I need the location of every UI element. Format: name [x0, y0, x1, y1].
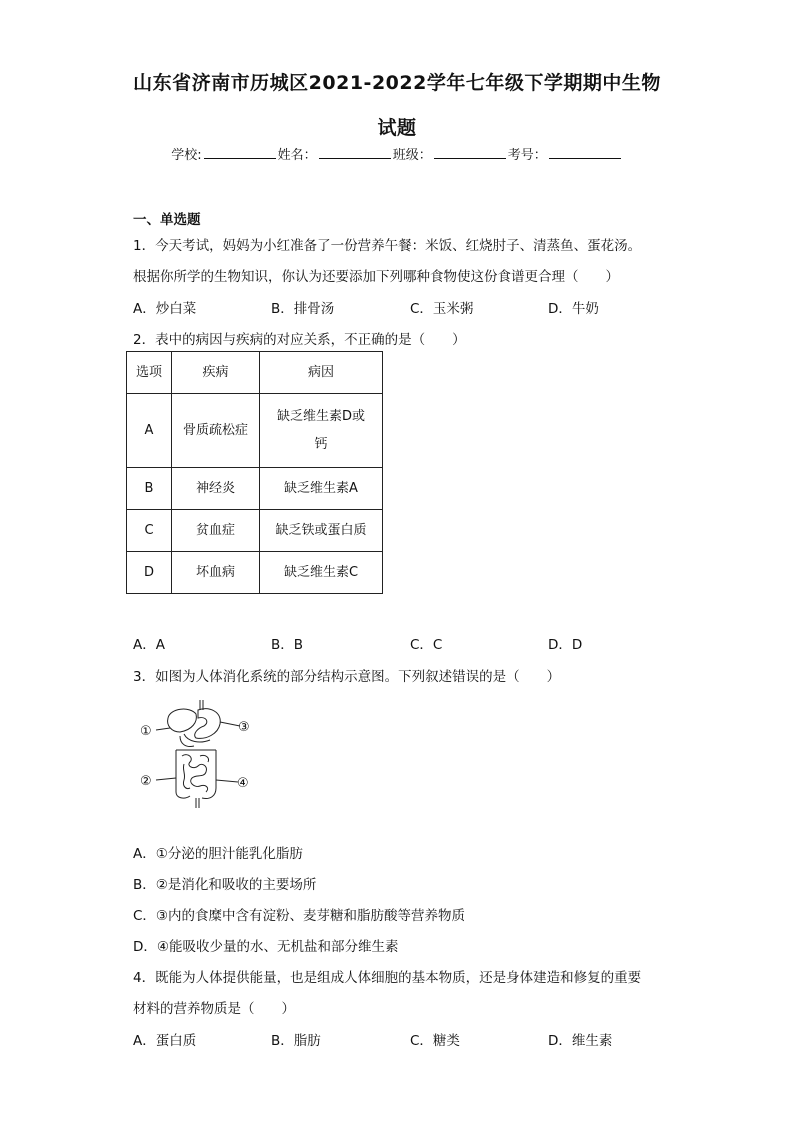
q3-option-d: D．④能吸收少量的水、无机盐和部分维生素 [133, 939, 399, 955]
esophagus-shape [200, 700, 203, 710]
table-header-cell: 选项 [127, 352, 172, 394]
q1-option-b: B．排骨汤 [271, 301, 335, 317]
large-intestine-shape [176, 750, 216, 799]
exam-title-line1: 山东省济南市历城区2021-2022学年七年级下学期期中生物 [133, 72, 661, 94]
label-2: ② [140, 774, 152, 789]
table-cell: 缺乏维生素C [260, 552, 383, 594]
q1-stem-line2: 根据你所学的生物知识，你认为还要添加下列哪种食物使这份食谱更合理（ ） [133, 269, 619, 285]
q1-option-a: A．炒白菜 [133, 301, 197, 317]
disease-cause-table [126, 351, 383, 594]
label-4: ④ [237, 776, 249, 791]
table-cell: D [127, 552, 172, 594]
q2-option-a: A．A [133, 637, 165, 653]
table-row [127, 394, 383, 468]
small-intestine-shape [182, 755, 208, 792]
table-cell: 缺乏铁或蛋白质 [260, 510, 383, 552]
table-cell: 骨质疏松症 [172, 394, 260, 468]
q2-option-d: D．D [548, 637, 583, 653]
q4-option-c: C．糖类 [410, 1033, 460, 1049]
q4-option-b: B．脂肪 [271, 1033, 321, 1049]
table-cell-line: 缺乏维生素D或 [276, 408, 365, 424]
school-label: 学校: [171, 148, 202, 163]
name-label: 姓名： [277, 148, 317, 163]
digestive-system-diagram [140, 700, 250, 815]
q3-option-b: B．②是消化和吸收的主要场所 [133, 877, 317, 893]
q1-option-d: D．牛奶 [548, 301, 599, 317]
q1-option-c: C．玉米粥 [410, 301, 474, 317]
rectum-shape [196, 798, 199, 808]
exam-title-line2: 试题 [377, 117, 417, 139]
q1-stem-line1: 1．今天考试，妈妈为小红准备了一份营养午餐：米饭、红烧肘子、清蒸鱼、蛋花汤。 [133, 238, 642, 254]
table-header-row [127, 352, 383, 394]
liver-shape [168, 709, 197, 732]
class-blank [434, 144, 506, 159]
table-cell-line: 钙 [314, 436, 328, 452]
table-cell: C [127, 510, 172, 552]
student-info-line [0, 144, 794, 163]
q4-option-d: D．维生素 [548, 1033, 613, 1049]
table-cell: 缺乏维生素A [260, 468, 383, 510]
q4-stem-line1: 4．既能为人体提供能量，也是组成人体细胞的基本物质，还是身体建造和修复的重要 [133, 970, 642, 986]
label-1: ① [140, 724, 152, 739]
q4-stem-line2: 材料的营养物质是（ ） [133, 1001, 295, 1017]
table-cell: 坏血病 [172, 552, 260, 594]
q3-option-c: C．③内的食糜中含有淀粉、麦芽糖和脂肪酸等营养物质 [133, 908, 466, 924]
table-row [127, 510, 383, 552]
q2-option-c: C．C [410, 637, 443, 653]
table-row [127, 552, 383, 594]
section-heading: 一、单选题 [133, 212, 201, 228]
stomach-shape [195, 709, 221, 739]
q4-option-a: A．蛋白质 [133, 1033, 197, 1049]
table-cell: B [127, 468, 172, 510]
school-blank [204, 144, 276, 159]
table-header-cell: 疾病 [172, 352, 260, 394]
class-label: 班级： [392, 148, 432, 163]
table-cell: 神经炎 [172, 468, 260, 510]
table-cell: 贫血症 [172, 510, 260, 552]
label-3: ③ [238, 720, 250, 735]
table-header-cell: 病因 [260, 352, 383, 394]
q2-stem: 2．表中的病因与疾病的对应关系，不正确的是（ ） [133, 332, 466, 348]
table-cell [260, 394, 383, 468]
name-blank [319, 144, 391, 159]
q3-stem: 3．如图为人体消化系统的部分结构示意图。下列叙述错误的是（ ） [133, 669, 561, 685]
exam-no-label: 考号： [507, 148, 547, 163]
table-row [127, 468, 383, 510]
exam-no-blank [549, 144, 621, 159]
q2-option-b: B．B [271, 637, 304, 653]
q3-option-a: A．①分泌的胆汁能乳化脂肪 [133, 846, 303, 862]
table-cell: A [127, 394, 172, 468]
